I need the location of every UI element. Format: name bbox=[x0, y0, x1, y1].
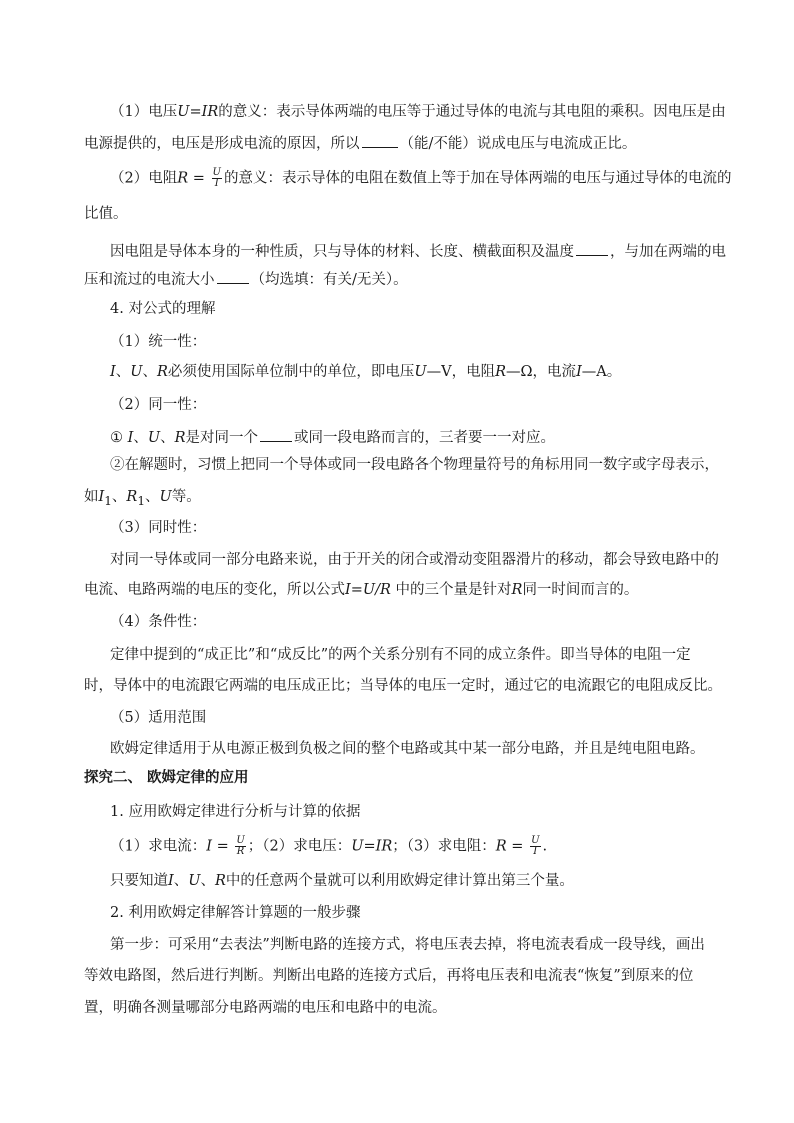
var: U bbox=[159, 489, 172, 505]
identity-point-2: ②在解题时，习惯上把同一个导体或同一段电路各个物理量符号的角标用同一数字或字母表示， bbox=[110, 457, 719, 473]
p1-line2 bbox=[84, 132, 636, 154]
text: 同一时间而言的。 bbox=[522, 582, 639, 598]
text: 如 bbox=[84, 489, 99, 505]
scope-line1: 欧姆定律适用于从电源正极到负极之间的整个电路或其中某一部分电路，并且是纯电阻电路。 bbox=[110, 741, 705, 757]
var: R bbox=[214, 873, 226, 889]
var: R bbox=[511, 582, 523, 598]
text: —V，电阻 bbox=[426, 364, 496, 380]
p3-line1 bbox=[110, 240, 726, 262]
var: I bbox=[127, 430, 134, 446]
equals: = bbox=[506, 838, 529, 855]
var: I bbox=[98, 489, 105, 505]
text: 的意义：表示导体的电阻在数值上等于加在导体两端的电压与通过导体的电流的 bbox=[223, 170, 732, 187]
text: 压和流过的电流大小 bbox=[84, 272, 215, 288]
formula: U=IR bbox=[351, 838, 393, 855]
identity-heading: （2）同一性： bbox=[110, 397, 207, 413]
text: （能/不能）说成电压与电流成正比。 bbox=[399, 136, 637, 152]
text: 比值。 bbox=[84, 206, 128, 222]
unity-text bbox=[110, 362, 621, 382]
subscript: 1 bbox=[104, 493, 112, 508]
identity-point-2-cont bbox=[84, 487, 201, 511]
numerator: U bbox=[236, 835, 245, 846]
text: 、 bbox=[200, 873, 215, 889]
var: U bbox=[147, 430, 161, 446]
condition-line2: 时，导体中的电流跟它两端的电压成正比；当导体的电压一定时，通过它的电流跟它的电阻成反比。 bbox=[84, 678, 722, 694]
text: （均选填：有关/无关）。 bbox=[250, 272, 408, 288]
text: —A。 bbox=[581, 364, 622, 380]
text: 是对同一个 bbox=[185, 430, 258, 446]
fraction bbox=[235, 836, 245, 857]
text: 只要知道 bbox=[110, 873, 168, 889]
identity-point-1 bbox=[110, 426, 555, 448]
denominator: I bbox=[533, 846, 538, 857]
equals: = bbox=[211, 838, 234, 855]
text: 、 bbox=[160, 430, 175, 446]
numerator: U bbox=[531, 835, 540, 846]
var: R bbox=[495, 364, 507, 380]
steps-line3: 置，明确各测量哪部分电路两端的电压和电路中的电流。 bbox=[84, 1000, 447, 1016]
p2-line2 bbox=[84, 204, 128, 224]
text: —Ω，电流 bbox=[506, 364, 577, 380]
text: （2）电阻 bbox=[110, 170, 178, 187]
var: R bbox=[174, 430, 186, 446]
text: （1）求电流： bbox=[110, 838, 207, 855]
text: 电源提供的，电压是形成电流的原因，所以 bbox=[84, 136, 360, 152]
basis-title: 1. 应用欧姆定律进行分析与计算的依据 bbox=[110, 804, 361, 820]
formula-var: R bbox=[177, 170, 189, 187]
text: （1）电压 bbox=[110, 104, 178, 120]
text: 、 bbox=[142, 364, 157, 380]
text: 中的三个量是针对 bbox=[390, 582, 512, 598]
simultaneity-heading: （3）同时性： bbox=[110, 520, 207, 536]
text: 必须使用国际单位制中的单位，即电压 bbox=[167, 364, 415, 380]
text: 的意义：表示导体两端的电压等于通过导体的电流与其电阻的乘积。因电压是由 bbox=[218, 104, 726, 120]
formula: I=U/R bbox=[345, 582, 391, 598]
text: 因电阻是导体本身的一种性质，只与导体的材料、长度、横截面积及温度 bbox=[110, 244, 574, 260]
var: I bbox=[576, 364, 582, 380]
var: I bbox=[110, 364, 116, 380]
denominator: I bbox=[214, 178, 219, 189]
equals: = bbox=[188, 170, 210, 187]
answer-blank[interactable] bbox=[260, 426, 292, 442]
text: 等。 bbox=[171, 489, 201, 505]
condition-line1: 定律中提到的“成正比”和“成反比”的两个关系分别有不同的成立条件。即当导体的电阻一定 bbox=[110, 647, 691, 663]
var: R bbox=[126, 489, 138, 505]
text: 或同一段电路而言的，三者要一一对应。 bbox=[294, 430, 555, 446]
unity-heading: （1）统一性： bbox=[110, 334, 207, 350]
basis-note bbox=[110, 871, 574, 891]
answer-blank[interactable] bbox=[576, 240, 608, 256]
var: R bbox=[156, 364, 168, 380]
text: ① bbox=[110, 430, 128, 446]
section-4-title: 4. 对公式的理解 bbox=[110, 301, 216, 317]
text: ，与加在两端的电 bbox=[610, 244, 726, 260]
scope-heading: （5）适用范围 bbox=[110, 710, 207, 726]
var: U bbox=[414, 364, 427, 380]
text: 、 bbox=[145, 489, 160, 505]
formula: U=IR bbox=[177, 104, 219, 120]
text: . bbox=[542, 838, 548, 855]
steps-line1: 第一步：可采用“去表法”判断电路的连接方式，将电压表去掉，将电流表看成一段导线，画出 bbox=[110, 937, 705, 953]
text: ；（2）求电压： bbox=[247, 838, 352, 855]
text: 、 bbox=[111, 489, 127, 505]
section-2-title: 探究二、 欧姆定律的应用 bbox=[84, 769, 249, 786]
numerator: U bbox=[212, 167, 221, 178]
p2-line1 bbox=[110, 168, 731, 189]
text: 、 bbox=[133, 430, 148, 446]
subscript: 1 bbox=[137, 493, 146, 508]
text: 、 bbox=[173, 873, 189, 889]
p3-line2 bbox=[84, 268, 408, 290]
var: I bbox=[168, 873, 174, 889]
var: U bbox=[130, 364, 143, 380]
var: U bbox=[188, 873, 201, 889]
var: I bbox=[206, 838, 212, 855]
fraction bbox=[212, 168, 222, 189]
p1-line1 bbox=[110, 102, 726, 122]
condition-heading: （4）条件性： bbox=[110, 614, 207, 630]
text: 电流、电路两端的电压的变化，所以公式 bbox=[84, 582, 345, 598]
simultaneity-line2 bbox=[84, 580, 638, 600]
steps-title: 2. 利用欧姆定律解答计算题的一般步骤 bbox=[110, 905, 361, 921]
steps-line2: 等效电路图，然后进行判断。判断出电路的连接方式后，再将电压表和电流表“恢复”到原来的位 bbox=[84, 968, 694, 984]
denominator: R bbox=[236, 846, 245, 857]
formula-line bbox=[110, 836, 547, 857]
var: R bbox=[495, 838, 507, 855]
text: ；（3）求电阻： bbox=[392, 838, 496, 855]
text: 、 bbox=[115, 364, 131, 380]
simultaneity-line1: 对同一导体或同一部分电路来说，由于开关的闭合或滑动变阻器滑片的移动，都会导致电路中的 bbox=[110, 552, 719, 568]
answer-blank[interactable] bbox=[362, 132, 398, 148]
fraction bbox=[530, 836, 540, 857]
answer-blank[interactable] bbox=[217, 268, 249, 284]
text: 中的任意两个量就可以利用欧姆定律计算出第三个量。 bbox=[225, 873, 574, 889]
